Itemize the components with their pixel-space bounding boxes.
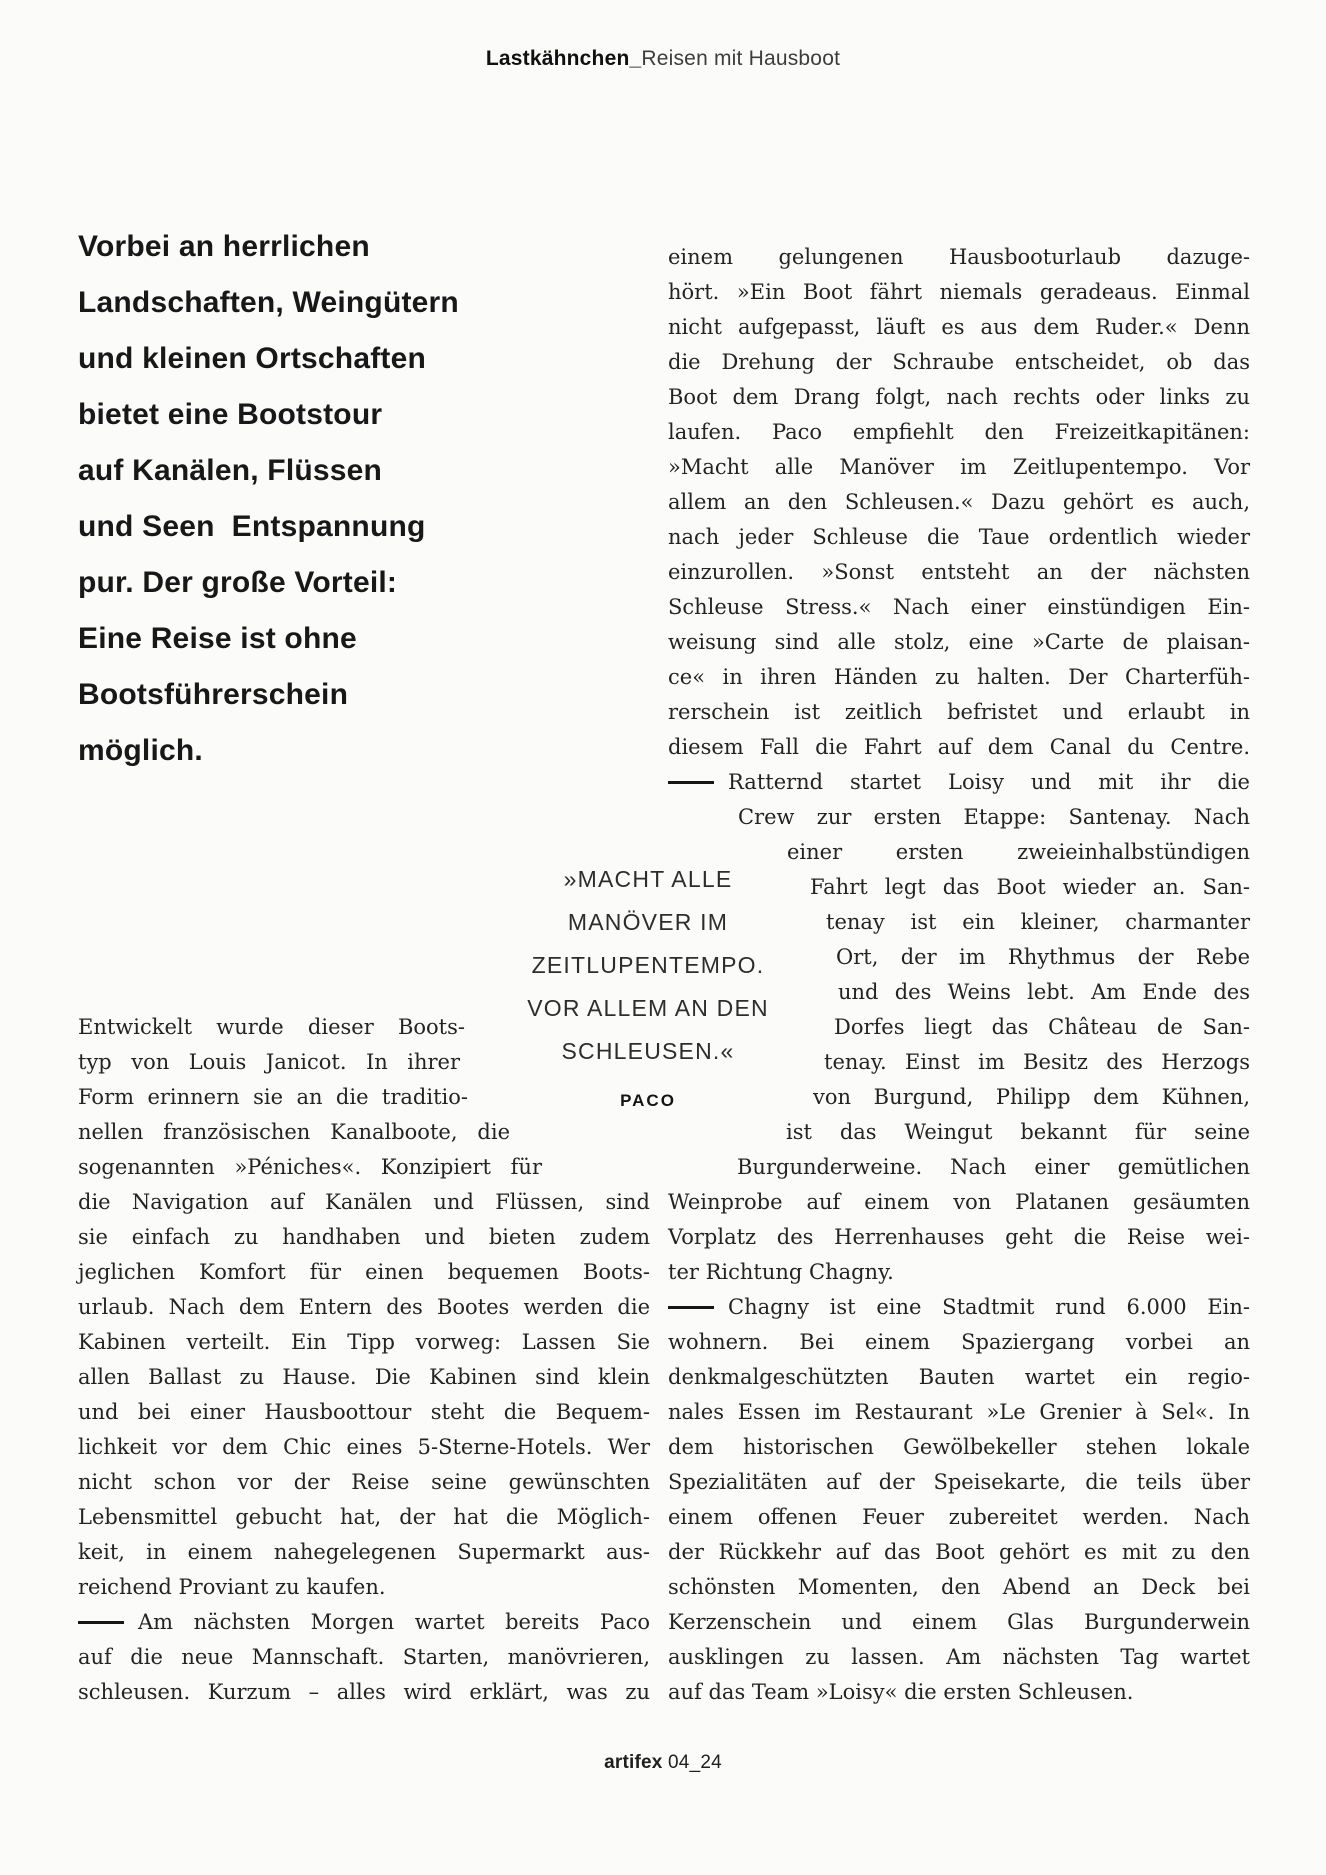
text-line: auf das Team »Loisy« die ersten Schleusen. — [668, 1680, 1134, 1704]
text-line: allen Ballast zu Hause. Die Kabinen sind klein — [78, 1365, 650, 1389]
text-line: MANÖVER IM — [567, 909, 729, 935]
text-line: tenay. Einst im Besitz des Herzogs — [824, 1050, 1250, 1074]
text-line: urlaub. Nach dem Entern des Bootes werden die — [78, 1295, 650, 1319]
text-line: und kleinen Ortschaften — [78, 342, 426, 375]
text-line: jeglichen Komfort für einen bequemen Boots- — [78, 1260, 650, 1284]
text-line: Schleuse Stress.« Nach einer einstündigen Ein- — [668, 595, 1250, 619]
text-line: Burgunderweine. Nach einer gemütlichen — [737, 1155, 1250, 1179]
text-line: die Drehung der Schraube entscheidet, ob das — [668, 350, 1250, 374]
text-line: Crew zur ersten Etappe: Santenay. Nach — [738, 805, 1250, 829]
paragraph-dash-rule — [78, 1621, 124, 1624]
text-line: tenay ist ein kleiner, charmanter — [826, 910, 1250, 934]
text-line: und bei einer Hausboottour steht die Bequem- — [78, 1400, 650, 1424]
text-line: SCHLEUSEN.« — [561, 1038, 735, 1064]
header-article-subtitle: Reisen mit Hausboot — [641, 47, 841, 70]
text-line: ter Richtung Chagny. — [668, 1260, 894, 1284]
text-line: pur. Der große Vorteil: — [78, 566, 398, 599]
text-line: Landschaften, Weingütern — [78, 286, 459, 319]
text-line: Fahrt legt das Boot wieder an. San- — [810, 875, 1250, 899]
text-line: nicht schon vor der Reise seine gewünschten — [78, 1470, 650, 1494]
text-line: Kerzenschein und einem Glas Burgunderwein — [668, 1610, 1250, 1634]
text-line: nach jeder Schleuse die Taue ordentlich wieder — [668, 525, 1250, 549]
pull-quote-attribution: PACO — [620, 1091, 676, 1110]
text-line: Entwickelt wurde dieser Boots- — [78, 1015, 465, 1039]
paragraph-dash-rule — [668, 1306, 714, 1309]
text-line: Bootsführerschein — [78, 678, 349, 711]
text-line: sie einfach zu handhaben und bieten zudem — [78, 1225, 650, 1249]
text-line: einer ersten zweieinhalbstündigen — [787, 840, 1250, 864]
standfirst-paragraph — [78, 219, 558, 779]
text-line: Ratternd startet Loisy und mit ihr die — [668, 765, 1250, 800]
text-line: auf Kanälen, Flüssen — [78, 454, 383, 487]
text-line: Form erinnern sie an die traditio- — [78, 1085, 468, 1109]
text-line: Ort, der im Rhythmus der Rebe — [836, 945, 1250, 969]
paragraph-dash-rule — [668, 781, 714, 784]
text-line: typ von Louis Janicot. In ihrer — [78, 1050, 460, 1074]
text-line: Eine Reise ist ohne — [78, 622, 357, 655]
footer-magazine-name: artifex — [604, 1752, 663, 1773]
text-line: Dorfes liegt das Château de San- — [834, 1015, 1250, 1039]
text-line: Lebensmittel gebucht hat, der hat die Möglich- — [78, 1505, 650, 1529]
text-line: ausklingen zu lassen. Am nächsten Tag wartet — [668, 1645, 1250, 1669]
right-column-body — [668, 240, 1250, 1710]
text-line: Weinprobe auf einem von Platanen gesäumten — [668, 1190, 1250, 1214]
text-line: VOR ALLEM AN DEN — [527, 995, 769, 1021]
text-line: ZEITLUPENTEMPO. — [531, 952, 765, 978]
text-line: Spezialitäten auf der Speisekarte, die teils über — [668, 1470, 1250, 1494]
text-line: denkmalgeschützten Bauten wartet ein regio- — [668, 1365, 1250, 1389]
text-line: laufen. Paco empfiehlt den Freizeitkapitänen: — [668, 420, 1250, 444]
text-line: hört. »Ein Boot fährt niemals geradeaus. Einmal — [668, 280, 1250, 304]
text-line: rerschein ist zeitlich befristet und erlaubt in — [668, 700, 1250, 724]
text-line: Am nächsten Morgen wartet bereits Paco — [78, 1605, 650, 1640]
text-line: Vorplatz des Herrenhauses geht die Reise wei- — [668, 1225, 1250, 1249]
text-line: möglich. — [78, 734, 203, 767]
text-line: Boot dem Drang folgt, nach rechts oder links zu — [668, 385, 1250, 409]
text-line: wohnern. Bei einem Spaziergang vorbei an — [668, 1330, 1250, 1354]
text-line: einem gelungenen Hausbooturlaub dazuge- — [668, 245, 1250, 269]
text-line: lichkeit vor dem Chic eines 5-Sterne-Hotels. Wer — [78, 1435, 650, 1459]
text-line: die Navigation auf Kanälen und Flüssen, sind — [78, 1190, 650, 1214]
text-line: auf die neue Mannschaft. Starten, manövrieren, — [78, 1645, 650, 1669]
text-line: ce« in ihren Händen zu halten. Der Charterfüh- — [668, 665, 1250, 689]
text-line: der Rückkehr auf das Boot gehört es mit zu den — [668, 1540, 1250, 1564]
text-line: diesem Fall die Fahrt auf dem Canal du Centre. — [668, 735, 1250, 759]
text-line: und des Weins lebt. Am Ende des — [838, 980, 1250, 1004]
text-line: einem offenen Feuer zubereitet werden. Nach — [668, 1505, 1250, 1529]
page-footer — [0, 1752, 1326, 1774]
text-line: von Burgund, Philipp dem Kühnen, — [813, 1085, 1250, 1109]
text-line: nales Essen im Restaurant »Le Grenier à Sel«. In — [668, 1400, 1250, 1424]
text-line: und Seen Entspannung — [78, 510, 426, 543]
text-line: einzurollen. »Sonst entsteht an der nächsten — [668, 560, 1250, 584]
text-line: schleusen. Kurzum – alles wird erklärt, was zu — [78, 1680, 650, 1704]
text-line: keit, in einem nahegelegenen Supermarkt aus- — [78, 1540, 650, 1564]
text-line: »MACHT ALLE — [563, 866, 733, 892]
header-article-title: Lastkähnchen_ — [485, 47, 642, 70]
text-line: weisung sind alle stolz, eine »Carte de plaisan- — [668, 630, 1250, 654]
text-line: sogenannten »Péniches«. Konzipiert für — [78, 1155, 542, 1179]
text-line: nellen französischen Kanalboote, die — [78, 1120, 510, 1144]
text-line: bietet eine Bootstour — [78, 398, 383, 431]
page-header — [0, 47, 1326, 71]
text-line: dem historischen Gewölbekeller stehen lokale — [668, 1435, 1250, 1459]
text-line: »Macht alle Manöver im Zeitlupentempo. Vor — [668, 455, 1250, 479]
text-line: nicht aufgepasst, läuft es aus dem Ruder.« Denn — [668, 315, 1250, 339]
text-line: Chagny ist eine Stadtmit rund 6.000 Ein- — [668, 1290, 1250, 1325]
footer-issue-number: 04_24 — [668, 1752, 722, 1773]
text-line: reichend Proviant zu kaufen. — [78, 1575, 386, 1599]
text-line: Kabinen verteilt. Ein Tipp vorweg: Lassen Sie — [78, 1330, 650, 1354]
text-line: allem an den Schleusen.« Dazu gehört es auch, — [668, 490, 1250, 514]
text-line: ist das Weingut bekannt für seine — [786, 1120, 1250, 1144]
text-line: Vorbei an herrlichen — [78, 230, 370, 263]
text-line: schönsten Momenten, den Abend an Deck bei — [668, 1575, 1250, 1599]
